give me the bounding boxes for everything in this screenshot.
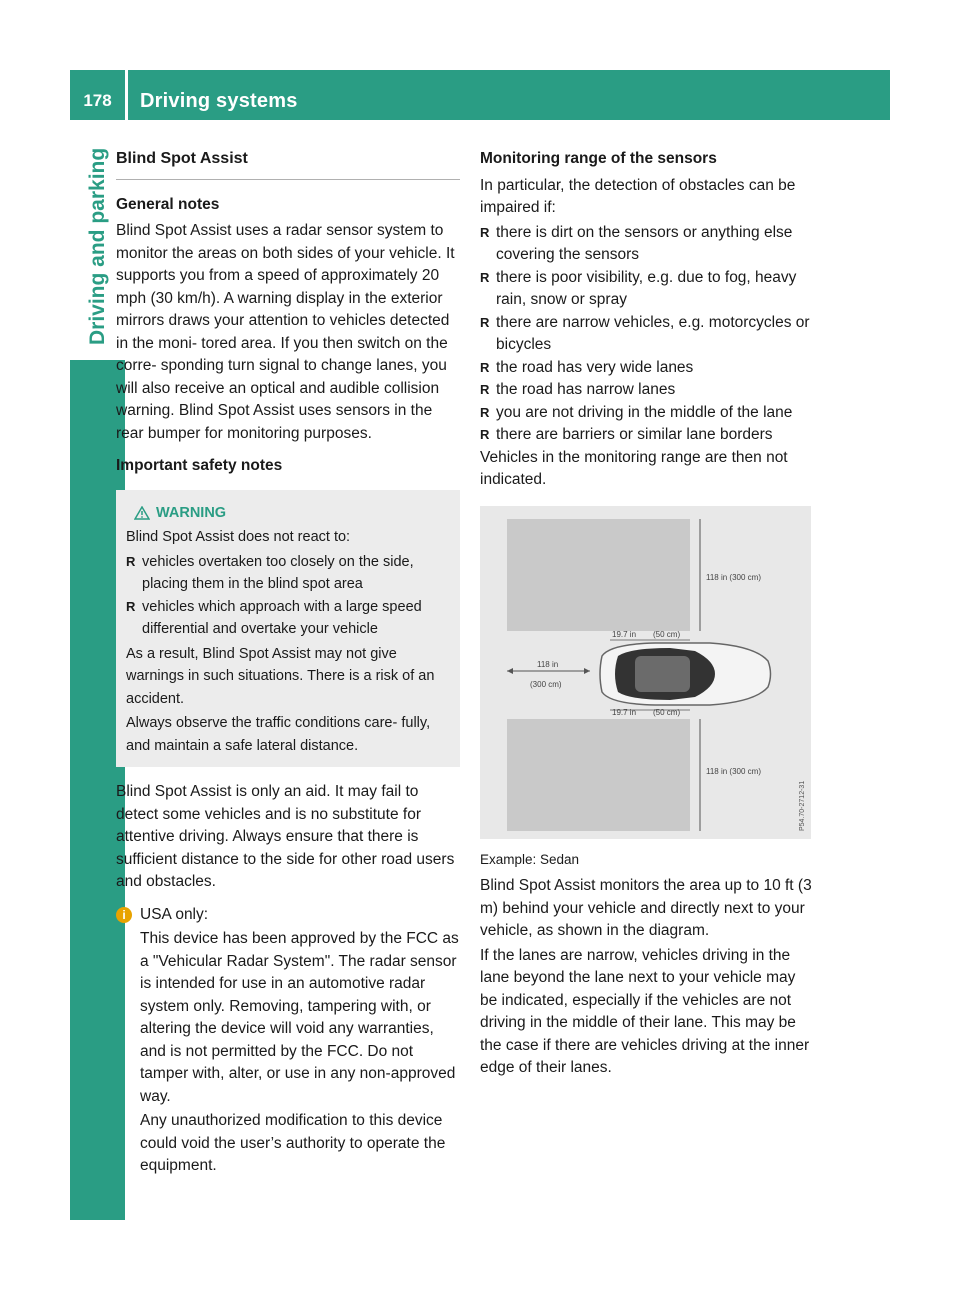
range-intro: In particular, the detection of obstacles can be impaired if:: [480, 176, 796, 216]
general-notes-heading: General notes: [116, 195, 220, 213]
sidebar-chapter-label: Driving and parking: [86, 147, 109, 345]
diagram-svg: [480, 506, 811, 839]
info-content: [140, 904, 460, 1178]
right-column: [480, 148, 813, 1080]
range-bullet: R there are narrow vehicles, e.g. motorcycles or bicycles: [480, 312, 813, 357]
label-top-width-cm: (50 cm): [653, 629, 681, 639]
label-top-length: 118 in (300 cm): [706, 572, 761, 582]
range-bullet: R there is poor visibility, e.g. due to fog, heavy rain, snow or spray: [480, 267, 813, 312]
warning-box: [116, 490, 460, 768]
range-para-1: Blind Spot Assist monitors the area up to 10 ft (3 m) behind your vehicle and directly next to your vehicle, as shown in the diagram.: [480, 877, 812, 939]
info-text-fcc: This device has been approved by the FCC as a "Vehicular Radar System". The radar sensor is intended for use in an automotive radar system only. Removing, tampering with, or altering the device will void any warranties, and is not permitted by the FCC. Do not tamper with, alter, or use in any non-approved way.: [140, 930, 459, 1105]
warning-intro: Blind Spot Assist does not react to:: [126, 529, 351, 545]
label-bottom-width-cm: (50 cm): [653, 707, 681, 717]
warning-title: [126, 502, 450, 525]
warning-triangle-icon: [134, 506, 150, 520]
label-bottom-width: 19.7 in: [612, 707, 637, 717]
range-heading: Monitoring range of the sensors: [480, 150, 717, 167]
label-top-width: 19.7 in: [612, 629, 637, 639]
left-column: [116, 148, 460, 1178]
monitoring-range-diagram: [480, 506, 811, 839]
aid-text: Blind Spot Assist is only an aid. It may fail to detect some vehicles and is no substitute for attentive driving. Always ensure that there is sufficient distance to the side for other road users and obstacles.: [116, 783, 455, 890]
article-title: Blind Spot Assist: [116, 148, 460, 180]
warning-bullet: R vehicles overtaken too closely on the side, placing them in the blind spot area: [126, 551, 450, 596]
info-note: [116, 904, 460, 1178]
warning-bullet: R vehicles which approach with a large speed differential and overtake your vehicle: [126, 596, 450, 641]
range-bullet: R the road has narrow lanes: [480, 379, 813, 402]
info-text-modification: Any unauthorized modification to this device could void the user’s authority to operate the equipment.: [140, 1112, 446, 1174]
left-zone: [507, 519, 690, 631]
label-bottom-length: 118 in (300 cm): [706, 766, 761, 776]
warning-title-text: WARNING: [156, 504, 227, 521]
warning-advice: Always observe the traffic conditions care- fully, and maintain a safe lateral distance.: [126, 715, 431, 754]
diagram-caption: Example: Sedan: [480, 851, 580, 867]
range-outro: Vehicles in the monitoring range are then not indicated.: [480, 448, 788, 488]
info-title: USA only:: [140, 905, 209, 923]
range-bullet: R there are barriers or similar lane borders: [480, 424, 813, 447]
label-rear-in: 118 in: [537, 659, 559, 669]
page-number: 178: [83, 91, 112, 110]
general-notes-text: Blind Spot Assist uses a radar sensor system to monitor the areas on both sides of your vehicle. It supports you from a speed of approximately 20 mph (30 km/h). A warning display in the exterior mirrors draws your attention to vehicles detected in the moni- tored area. If you then switch on the corre- sponding turn signal to change lanes, you will also receive an optical and audible collision warning. Blind Spot Assist uses sensors in the rear bumper for monitoring purposes.: [116, 222, 455, 442]
range-bullet: R the road has very wide lanes: [480, 357, 813, 380]
info-icon: i: [116, 907, 132, 923]
range-bullet: R there is dirt on the sensors or anything else covering the sensors: [480, 222, 813, 267]
diagram-code: P54.70-2712-31: [799, 780, 806, 831]
safety-notes-heading: Important safety notes: [116, 457, 283, 474]
range-para-2: If the lanes are narrow, vehicles driving in the lane beyond the lane next to your vehicle may be indicated, especially if the vehicles are not driving in the middle of their lane. This may be the case if there are vehicles driving at the inner edge of their lanes.: [480, 946, 810, 1076]
header-divider: [125, 70, 128, 120]
section-title: Driving systems: [140, 90, 298, 112]
warning-result: As a result, Blind Spot Assist may not give warnings in such situations. There is a risk of an accident.: [126, 645, 435, 707]
right-zone: [507, 719, 690, 831]
sedan-car-icon: [600, 643, 771, 705]
label-rear-cm: (300 cm): [530, 679, 562, 689]
range-bullet: R you are not driving in the middle of the lane: [480, 402, 813, 425]
